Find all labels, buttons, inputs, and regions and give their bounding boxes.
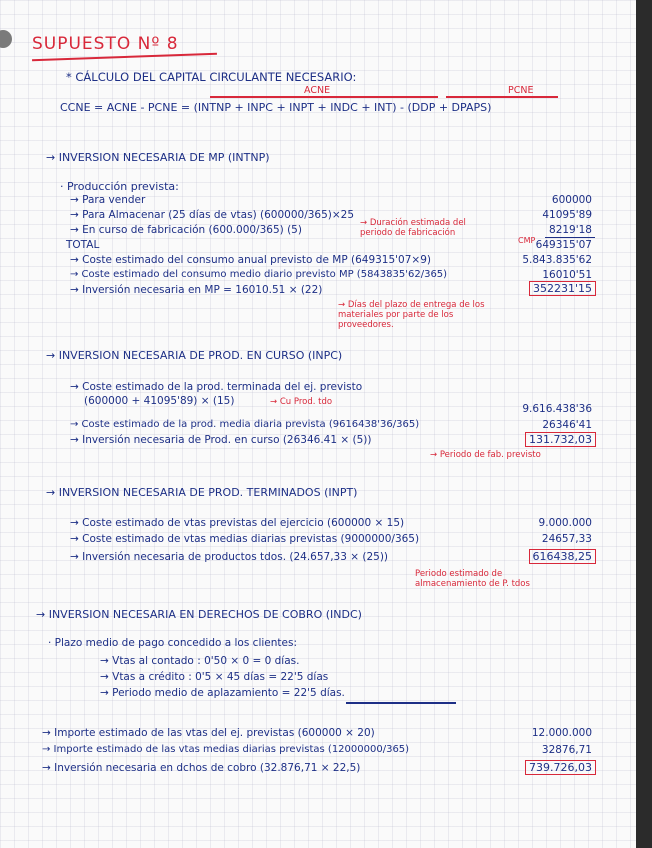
acne-label: ACNE: [304, 85, 331, 96]
inpc-row3-label: → Inversión necesaria de Prod. en curso (26346.41 × (5)): [70, 434, 372, 446]
intp-row-value: 8219'18: [549, 224, 592, 236]
daily-cost-value: 16010'51: [542, 269, 592, 281]
indc-row3-label: → Inversión necesaria en dchos de cobro (32.876,71 × 22,5): [42, 762, 361, 774]
inpc-row1-value: 9.616.438'36: [522, 403, 592, 415]
intp-row-label: → Para vender: [70, 194, 146, 206]
cu-prod-note: → Cu Prod. tdo: [270, 397, 333, 407]
inpc-row1-formula: (600000 + 41095'89) × (15): [84, 395, 235, 407]
page-title: SUPUESTO Nº 8: [32, 34, 179, 54]
binder-hole: [0, 30, 12, 48]
mp-investment-label: → Inversión necesaria en MP = 16010.51 × (22): [70, 284, 323, 296]
subtotal-line: [545, 237, 595, 238]
intp-heading: → INVERSION NECESARIA DE MP (INTNP): [46, 151, 270, 164]
indc-heading: → INVERSION NECESARIA EN DERECHOS DE COBRO (INDC): [36, 608, 362, 621]
intp-row-value: 41095'89: [542, 209, 592, 221]
title-underline: [32, 53, 217, 61]
inpc-row1-label: → Coste estimado de la prod. terminada del ej. previsto: [70, 381, 363, 393]
periodo-underline: [346, 702, 456, 704]
inpc-row2-label: → Coste estimado de la prod. media diaria prevista (9616438'36/365): [70, 419, 420, 430]
credito-line: → Vtas a crédito : 0'5 × 45 días = 22'5 días: [100, 671, 329, 683]
daily-cost-label: → Coste estimado del consumo medio diario previsto MP (5843835'62/365): [70, 269, 448, 280]
intp-sub: · Producción prevista:: [60, 180, 179, 193]
cmp-label: CMP: [518, 236, 536, 245]
periodo-line: → Periodo medio de aplazamiento = 22'5 días.: [100, 687, 345, 699]
indc-row2-label: → Importe estimado de las vtas medias diarias previstas (12000000/365): [42, 744, 410, 755]
capital-heading: * CÁLCULO DEL CAPITAL CIRCULANTE NECESARIO:: [66, 70, 357, 84]
inpc-heading: → INVERSION NECESARIA DE PROD. EN CURSO (INPC): [46, 349, 343, 362]
intp-row-value: 600000: [551, 194, 592, 206]
inpt-heading: → INVERSION NECESARIA DE PROD. TERMINADOS (INPT): [46, 486, 358, 499]
inpt-row3-label: → Inversión necesaria de productos tdos. (24.657,33 × (25)): [70, 551, 389, 563]
contado-line: → Vtas al contado : 0'50 × 0 = 0 días.: [100, 655, 300, 667]
acne-brace: [210, 96, 438, 98]
inpt-total: 616438,25: [529, 549, 597, 564]
mp-investment-total: 352231'15: [529, 281, 596, 296]
annual-cost-value: 5.843.835'62: [522, 254, 592, 266]
plazo-note: → Días del plazo de entrega de los materiales por parte de los proveedores.: [338, 300, 485, 330]
inpt-row1-value: 9.000.000: [538, 517, 592, 529]
fab-period-note-2: → Periodo de fab. previsto: [430, 450, 541, 460]
indc-total: 739.726,03: [525, 760, 596, 775]
total-label: TOTAL: [66, 239, 100, 251]
indc-row2-value: 32876,71: [541, 744, 592, 756]
inpc-row2-value: 26346'41: [542, 419, 592, 431]
pcne-label: PCNE: [508, 85, 534, 96]
fab-period-note: → Duración estimada del periodo de fabricación: [360, 218, 466, 238]
almacen-note: Periodo estimado de almacenamiento de P. tdos: [415, 569, 530, 589]
capital-formula: CCNE = ACNE - PCNE = (INTNP + INPC + INPT + INDC + INT) - (DDP + DPAPS): [60, 101, 492, 114]
inpt-row2-label: → Coste estimado de vtas medias diarias previstas (9000000/365): [70, 533, 420, 545]
intp-row-label: → Para Almacenar (25 días de vtas) (600000/365)×25: [70, 209, 355, 221]
indc-row1-label: → Importe estimado de las vtas del ej. previstas (600000 × 20): [42, 727, 375, 739]
inpt-row2-value: 24657,33: [541, 533, 592, 545]
indc-row1-value: 12.000.000: [531, 727, 592, 739]
intp-row-label: → En curso de fabricación (600.000/365) (5): [70, 224, 302, 236]
annual-cost-label: → Coste estimado del consumo anual previsto de MP (649315'07×9): [70, 254, 431, 266]
plazo-heading: · Plazo medio de pago concedido a los clientes:: [48, 637, 297, 649]
total-value: 649315'07: [535, 239, 592, 251]
pcne-brace: [446, 96, 558, 98]
inpt-row1-label: → Coste estimado de vtas previstas del ejercicio (600000 × 15): [70, 517, 405, 529]
inpc-total: 131.732,03: [525, 432, 596, 447]
